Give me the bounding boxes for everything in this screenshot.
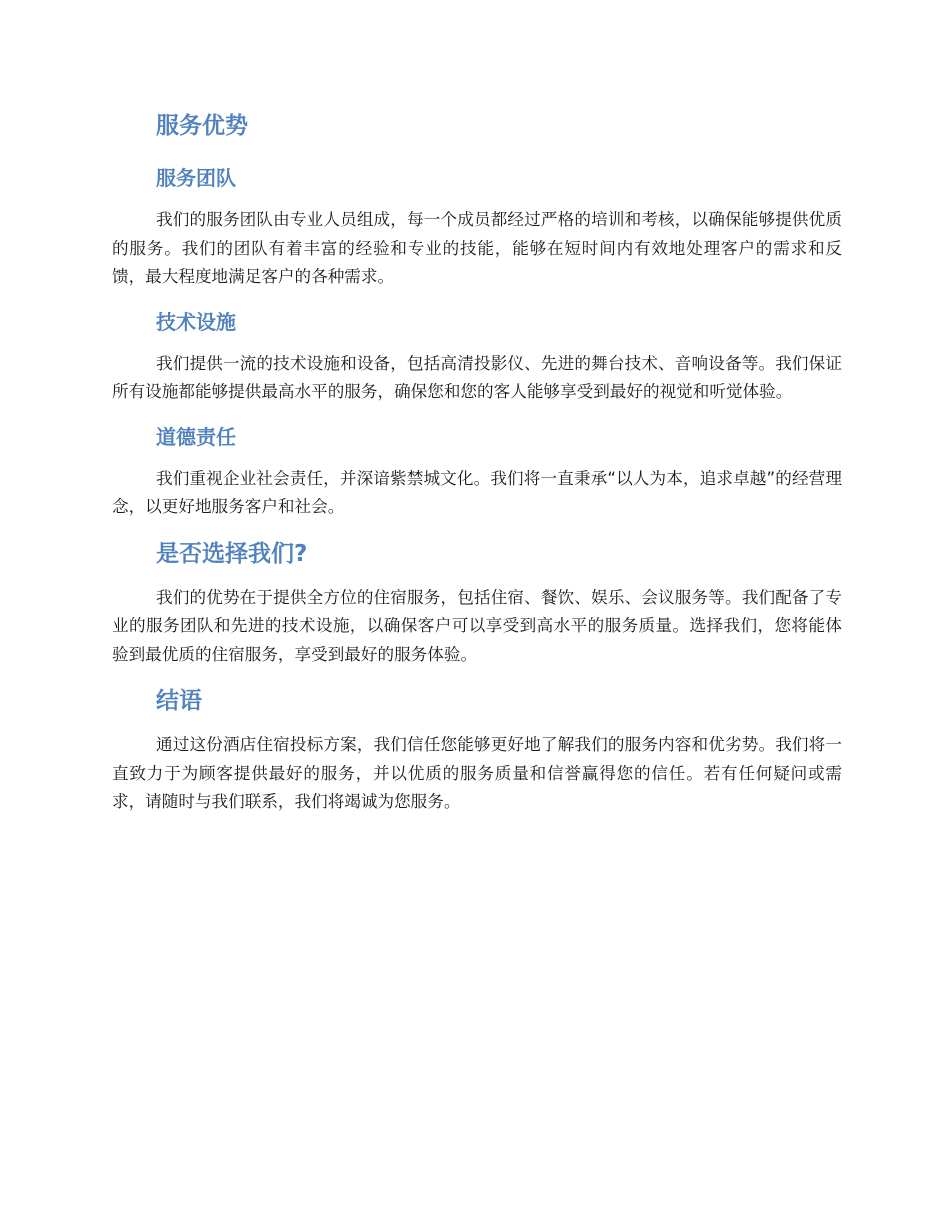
paragraph-conclusion: 通过这份酒店住宿投标方案，我们信任您能够更好地了解我们的服务内容和优劣势。我们将一直致力于为顾客提供最好的服务，并以优质的服务质量和信誉赢得您的信任。若有任何疑问或需求，请随时与我们联系，我们将竭诚为您服务。	[112, 735, 842, 811]
heading-tech-facilities: 技术设施	[156, 309, 236, 334]
heading-service-team: 服务团队	[156, 166, 236, 190]
heading-why-us: 是否选择我们?	[156, 540, 308, 567]
heading-ethics: 道德责任	[156, 424, 236, 449]
heading-conclusion: 结语	[156, 688, 202, 714]
paragraph-why-us: 我们的优势在于提供全方位的住宿服务，包括住宿、餐饮、娱乐、会议服务等。我们配备了专业的服务团队和先进的技术设施，以确保客户可以享受到高水平的服务质量。选择我们，您将能体验到最优质的住宿服务，享受到最好的服务体验。	[112, 587, 842, 664]
paragraph-tech-facilities: 我们提供一流的技术设施和设备，包括高清投影仪、先进的舞台技术、音响设备等。我们保证所有设施都能够提供最高水平的服务，确保您和您的客人能够享受到最好的视觉和听觉体验。	[112, 353, 842, 401]
paragraph-ethics: 我们重视企业社会责任，并深谙紫禁城文化。我们将一直秉承“以人为本，追求卓越”的经营理念，以更好地服务客户和社会。	[112, 468, 842, 516]
section-title-advantages: 服务优势	[156, 113, 248, 139]
paragraph-service-team: 我们的服务团队由专业人员组成，每一个成员都经过严格的培训和考核，以确保能够提供优质的服务。我们的团队有着丰富的经验和专业的技能，能够在短时间内有效地处理客户的需求和反馈，最大程度地满足客户的各种需求。	[112, 210, 842, 286]
document-page	[112, 108, 842, 817]
